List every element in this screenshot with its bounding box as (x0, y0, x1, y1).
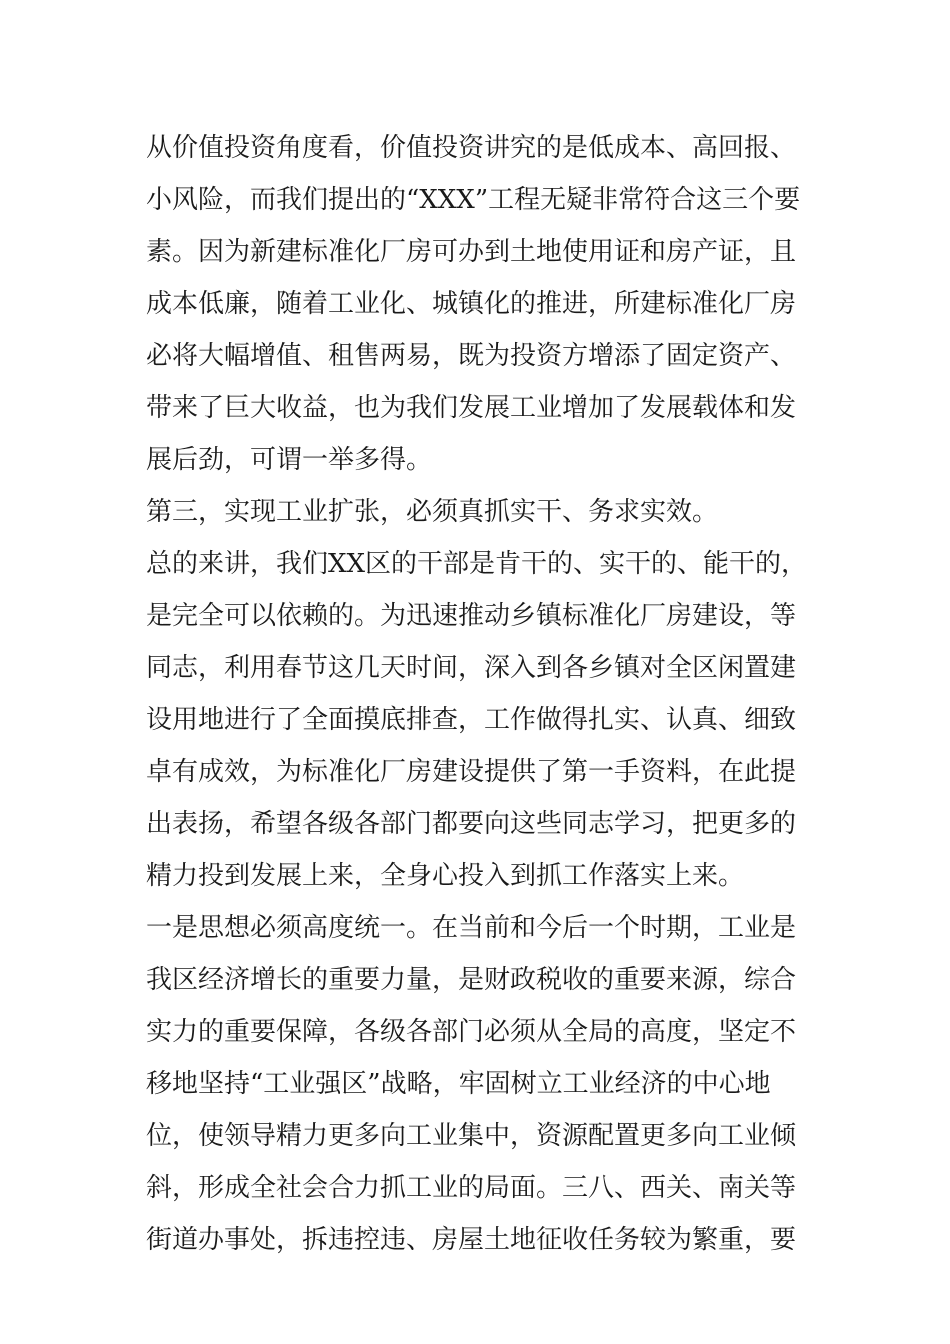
text-line: 成本低廉，随着工业化、城镇化的推进，所建标准化厂房 (146, 289, 797, 319)
text-line: 同志，利用春节这几天时间，深入到各乡镇对全区闲置建 (146, 653, 797, 683)
text-line: 素。因为新建标准化厂房可办到土地使用证和房产证，且 (146, 237, 797, 267)
text-line: 一是思想必须高度统一。在当前和今后一个时期，工业是 (146, 913, 797, 943)
text-line: 是完全可以依赖的。为迅速推动乡镇标准化厂房建设，等 (146, 601, 797, 631)
text-line: 移地坚持“工业强区”战略，牢固树立工业经济的中心地 (146, 1069, 771, 1099)
text-line: 小风险，而我们提出的“XXX”工程无疑非常符合这三个要 (146, 185, 801, 215)
text-line: 必将大幅增值、租售两易，既为投资方增添了固定资产、 (146, 341, 797, 371)
paragraph (146, 538, 810, 902)
document-body (146, 122, 810, 1266)
text-line: 实力的重要保障，各级各部门必须从全局的高度，坚定不 (146, 1017, 797, 1047)
paragraph (146, 902, 810, 1266)
text-line: 斜，形成全社会合力抓工业的局面。三八、西关、南关等 (146, 1173, 797, 1203)
text-line: 卓有成效，为标准化厂房建设提供了第一手资料，在此提 (146, 757, 797, 787)
text-line: 我区经济增长的重要力量，是财政税收的重要来源，综合 (146, 965, 797, 995)
text-line: 从价值投资角度看，价值投资讲究的是低成本、高回报、 (146, 133, 797, 163)
text-line: 总的来讲，我们XX区的干部是肯干的、实干的、能干的， (146, 549, 808, 579)
text-line: 设用地进行了全面摸底排查，工作做得扎实、认真、细致 (146, 705, 797, 735)
paragraph (146, 486, 810, 538)
text-line: 第三，实现工业扩张，必须真抓实干、务求实效。 (146, 497, 719, 527)
text-line: 带来了巨大收益，也为我们发展工业增加了发展载体和发 (146, 393, 797, 423)
text-line: 出表扬，希望各级各部门都要向这些同志学习，把更多的 (146, 809, 797, 839)
text-line: 展后劲，可谓一举多得。 (146, 445, 433, 475)
text-line: 位，使领导精力更多向工业集中，资源配置更多向工业倾 (146, 1121, 797, 1151)
paragraph (146, 122, 810, 486)
text-line: 精力投到发展上来，全身心投入到抓工作落实上来。 (146, 861, 745, 891)
text-line: 街道办事处，拆违控违、房屋土地征收任务较为繁重，要 (146, 1225, 797, 1255)
